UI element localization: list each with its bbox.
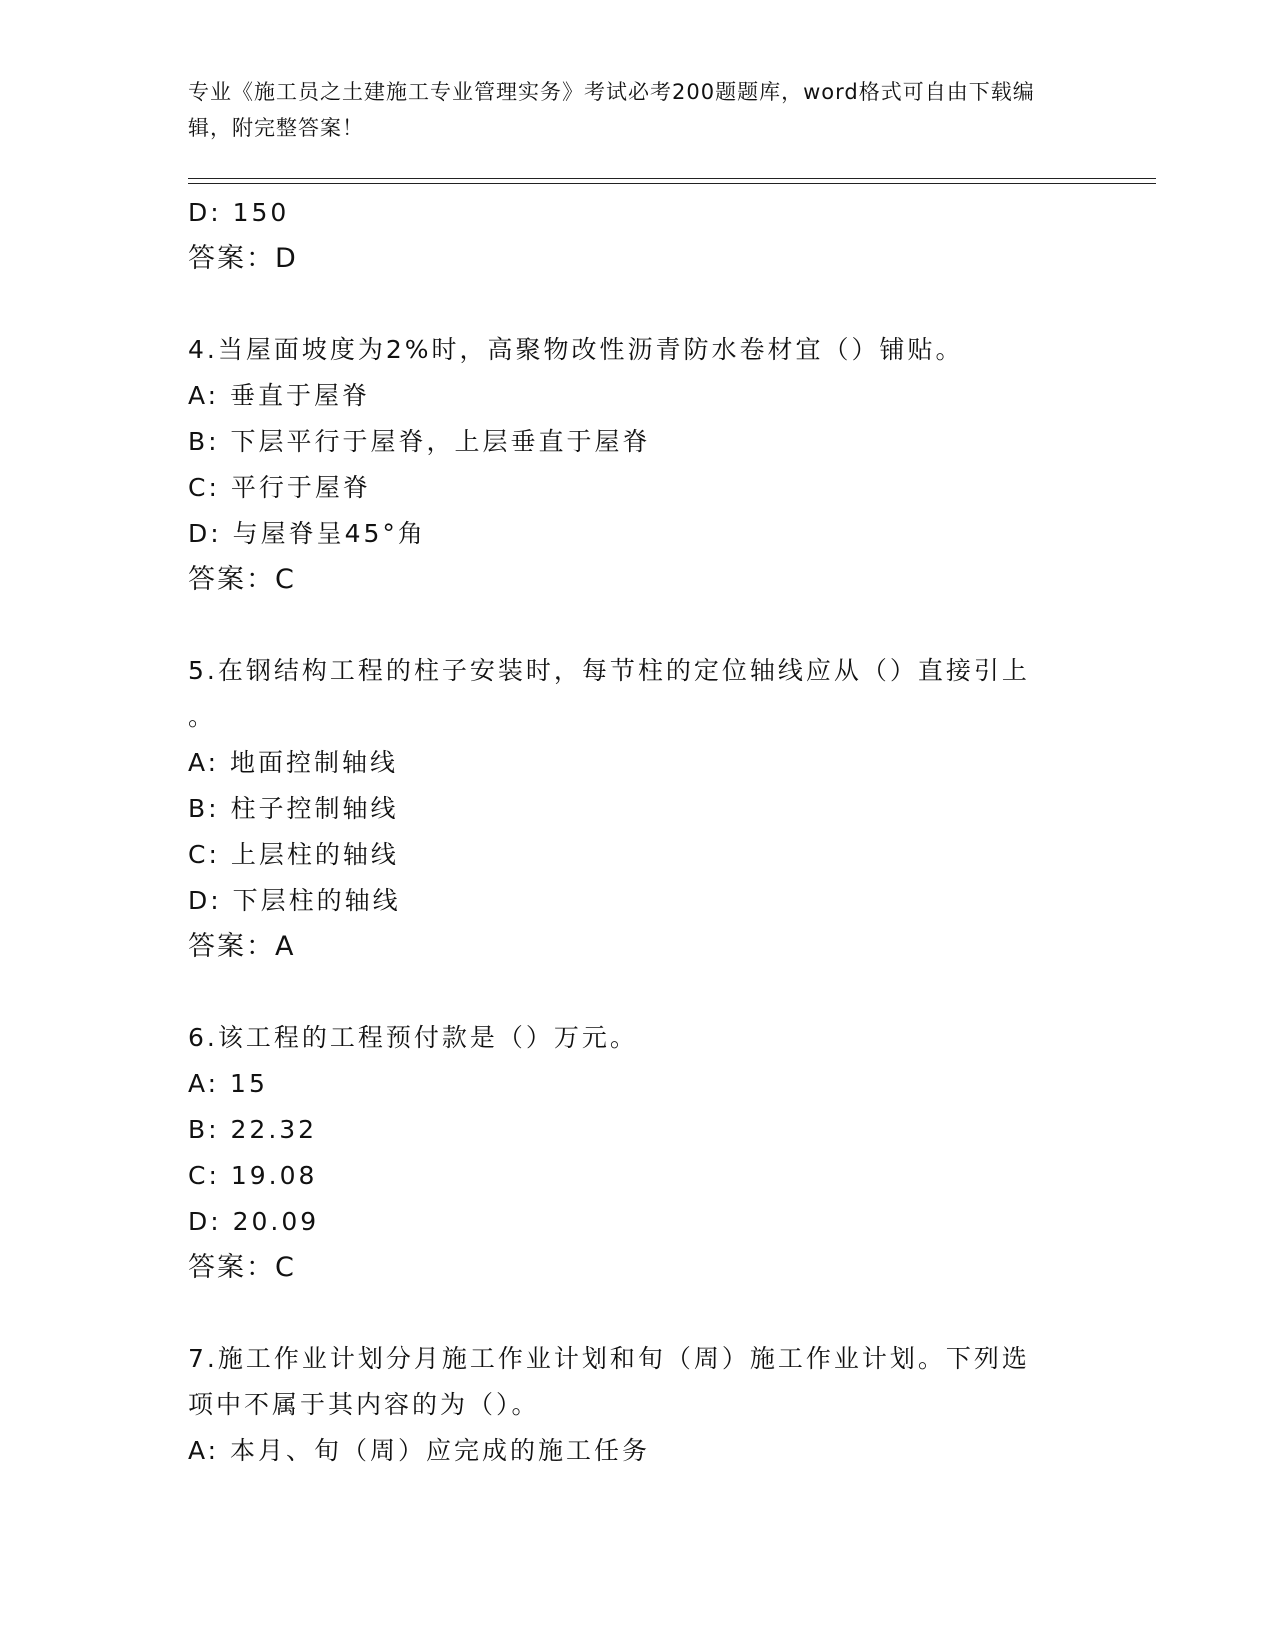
question-list [188, 190, 1068, 1474]
answer: 答案：A [188, 931, 296, 962]
option-d: D: 下层柱的轴线 [188, 886, 401, 915]
option-a: A: 地面控制轴线 [188, 748, 399, 777]
question-text-line-1: 7.施工作业计划分月施工作业计划和旬（周）施工作业计划。下列选 [188, 1344, 1030, 1373]
question-text: 6.该工程的工程预付款是（）万元。 [188, 1023, 638, 1052]
option-c: C: 上层柱的轴线 [188, 840, 399, 869]
option-a: A: 15 [188, 1069, 268, 1098]
spacer [188, 603, 1068, 648]
option-b: B: 22.32 [188, 1115, 318, 1144]
question-4 [188, 327, 1068, 603]
option-d: D: 150 [188, 198, 290, 227]
document-header [188, 74, 1068, 146]
option-a: A: 本月、旬（周）应完成的施工任务 [188, 1436, 651, 1465]
question-3-tail [188, 190, 1068, 282]
answer: 答案：D [188, 243, 298, 274]
answer: 答案：C [188, 1252, 296, 1283]
option-a: A: 垂直于屋脊 [188, 381, 371, 410]
spacer [188, 970, 1068, 1015]
option-c: C: 19.08 [188, 1161, 318, 1190]
option-b: B: 下层平行于屋脊，上层垂直于屋脊 [188, 427, 651, 456]
question-7 [188, 1336, 1068, 1474]
header-divider-top [188, 178, 1156, 179]
question-text-line-2: 项中不属于其内容的为（）。 [188, 1390, 540, 1419]
header-title: 专业《施工员之土建施工专业管理实务》考试必考200题题库，word格式可自由下载编辑，附完整答案！ [188, 80, 1035, 140]
option-c: C: 平行于屋脊 [188, 473, 371, 502]
header-divider-bottom [188, 183, 1156, 184]
option-b: B: 柱子控制轴线 [188, 794, 399, 823]
question-text-line-1: 5.在钢结构工程的柱子安装时，每节柱的定位轴线应从（）直接引上 [188, 656, 1030, 685]
question-text-line-2: 。 [188, 702, 217, 731]
option-d: D: 20.09 [188, 1207, 320, 1236]
question-5 [188, 648, 1068, 970]
spacer [188, 1291, 1068, 1336]
answer: 答案：C [188, 564, 296, 595]
option-d: D: 与屋脊呈45°角 [188, 519, 426, 548]
question-6 [188, 1015, 1068, 1291]
question-text: 4.当屋面坡度为2%时，高聚物改性沥青防水卷材宜（）铺贴。 [188, 335, 964, 364]
spacer [188, 282, 1068, 327]
